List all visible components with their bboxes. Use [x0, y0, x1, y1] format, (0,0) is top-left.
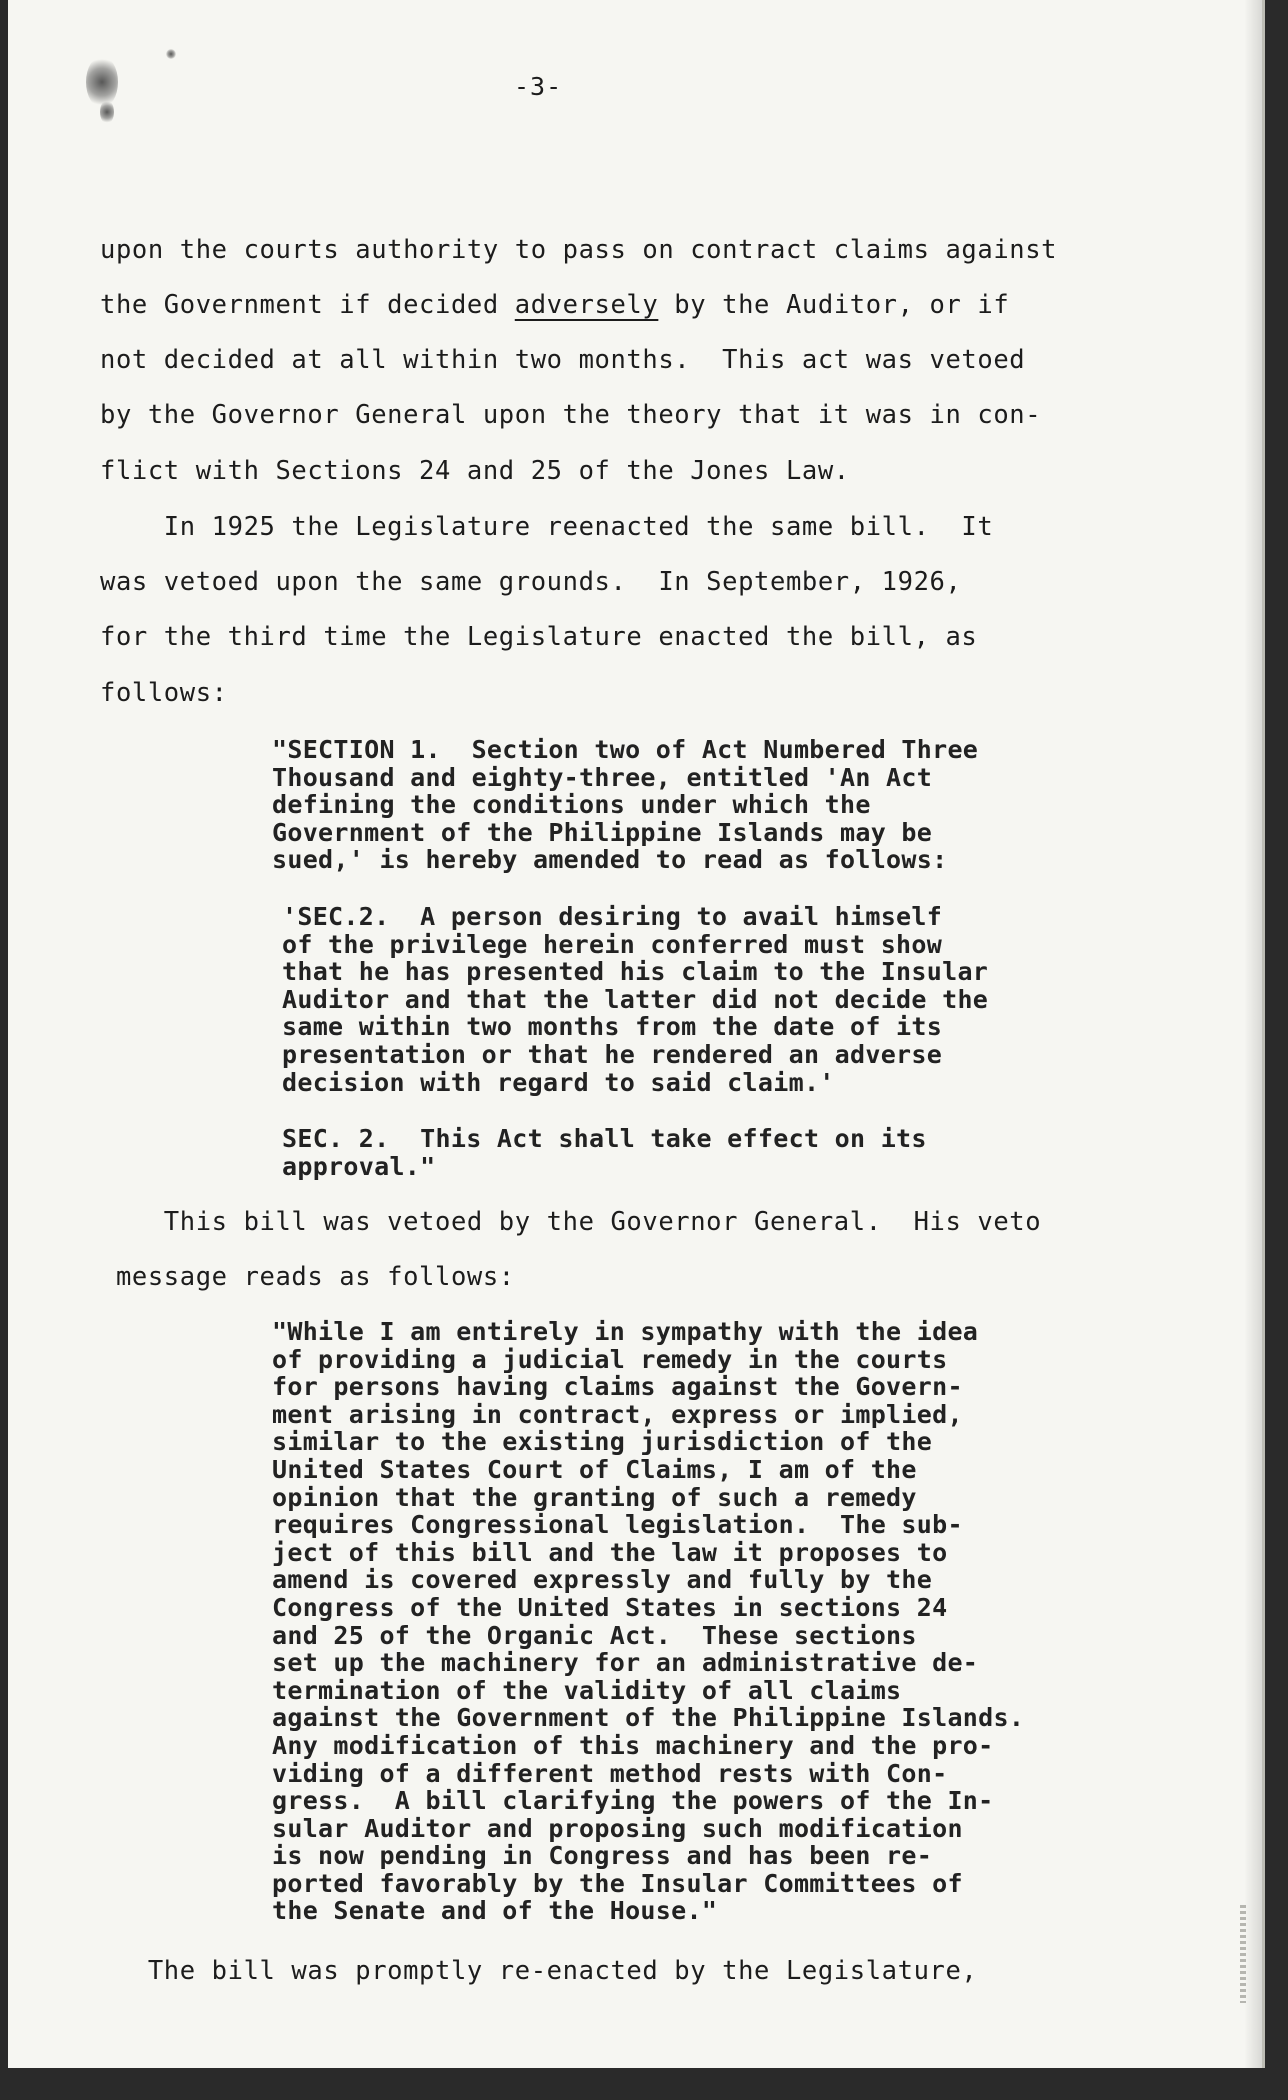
underlined-word: adversely	[514, 290, 659, 320]
quoted-bill-section-1: "SECTION 1. Section two of Act Numbered Three Thousand and eighty-three, entitled 'An Act defining the conditions under which the Government of the Philippine Islands may be sued,' is hereby amended to read as follows:	[272, 735, 979, 875]
page-edge-shadow	[1244, 0, 1262, 2068]
body-line: follows:	[100, 678, 228, 708]
body-line: In 1925 the Legislature reenacted the same bill. It	[100, 512, 994, 542]
body-line: flict with Sections 24 and 25 of the Jones Law.	[100, 456, 850, 486]
veto-message-quote: "While I am entirely in sympathy with the idea of providing a judicial remedy in the courts for persons having claims against the Govern- ment arising in contract, express or implied, similar to the existing jurisdiction of the United States Court of Claims, I am of the opinion that the granting of such a remedy requires Congressional legislation. The sub- ject of this bill and the law it proposes to amend is covered expressly and fully by the Congress of the United States in sections 24 and 25 of the Organic Act. These sections set up the machinery for an administrative de- termination of the validity of all claims against the Government of the Philippine Islands. Any modification of this machinery and the pro- viding of a different method rests with Con- gress. A bill clarifying the powers of the In- sular Auditor and proposing such modification is now pending in Congress and has been re- ported favorably by the Insular Committees of the Senate and of the House."	[272, 1317, 1025, 1926]
body-line: This bill was vetoed by the Governor General. His veto	[100, 1207, 1042, 1237]
quoted-bill-section-2: 'SEC.2. A person desiring to avail himself of the privilege herein conferred must show that he has presented his claim to the Insular Auditor and that the latter did not decide the same within two months from the date of its presentation or that he rendered an adverse decision with regard to said claim.'	[282, 902, 989, 1097]
body-line: by the Governor General upon the theory that it was in con-	[100, 400, 1042, 430]
scan-scratch	[1240, 1905, 1246, 2003]
line-text: by the Auditor, or if	[658, 290, 1010, 320]
body-line: upon the courts authority to pass on contract claims against	[100, 235, 1058, 265]
body-line: not decided at all within two months. This act was vetoed	[100, 345, 1026, 375]
body-line: for the third time the Legislature enacted the bill, as	[100, 622, 978, 652]
body-line: message reads as follows:	[100, 1262, 515, 1292]
page-number: -3-	[514, 72, 563, 101]
document-page	[8, 0, 1265, 2068]
ink-dot	[166, 49, 176, 59]
ink-smudge	[86, 56, 118, 108]
ink-smudge-small	[100, 100, 114, 124]
line-text: the Government if decided	[100, 290, 515, 320]
body-line: The bill was promptly re-enacted by the Legislature,	[100, 1956, 978, 1986]
body-line-underline	[100, 290, 1009, 320]
quoted-bill-effect: SEC. 2. This Act shall take effect on its approval."	[282, 1124, 927, 1181]
body-line: was vetoed upon the same grounds. In September, 1926,	[100, 567, 962, 597]
